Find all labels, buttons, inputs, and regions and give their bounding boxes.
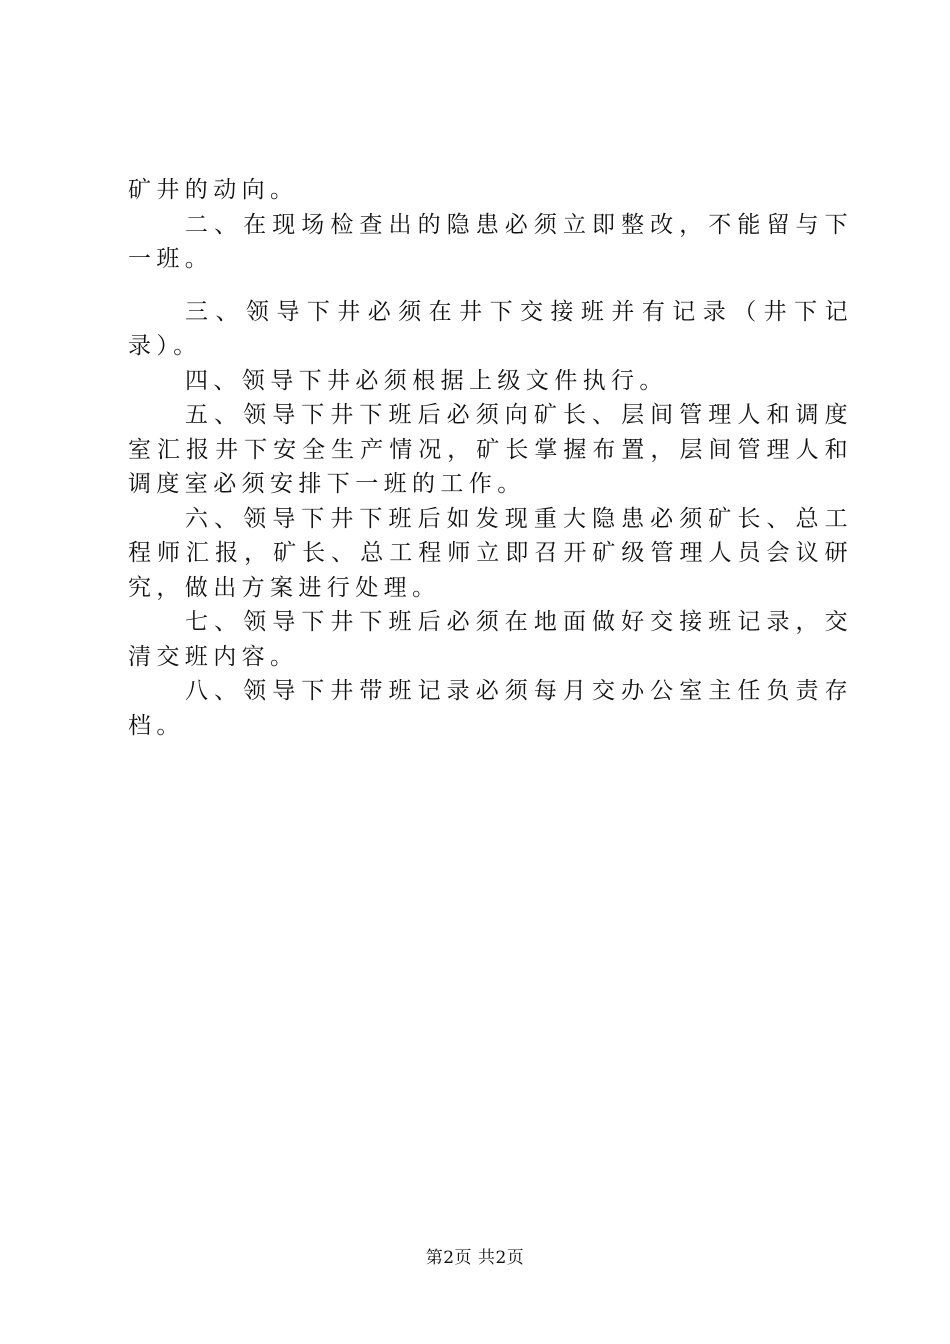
paragraph-item-3: 三、领导下井必须在井下交接班并有记录（井下记录）。: [128, 298, 853, 359]
document-body: [128, 173, 853, 743]
paragraph-item-7: 七、领导下井下班后必须在地面做好交接班记录，交清交班内容。: [128, 609, 853, 670]
paragraph-continuation: 矿井的动向。: [128, 177, 299, 203]
paragraph-item-2: 二、在现场检查出的隐患必须立即整改，不能留与下一班。: [128, 211, 853, 272]
paragraph-item-5: 五、领导下井下班后必须向矿长、层间管理人和调度室汇报井下安全生产情况，矿长掌握布置，层间管理人和调度室必须安排下一班的工作。: [128, 402, 853, 497]
paragraph-item-6: 六、领导下井下班后如发现重大隐患必须矿长、总工程师汇报，矿长、总工程师立即召开矿级管理人员会议研究，做出方案进行处理。: [128, 505, 853, 601]
paragraph-item-4: 四、领导下井必须根据上级文件执行。: [185, 367, 668, 394]
paragraph-item-8: 八、领导下井带班记录必须每月交办公室主任负责存档。: [128, 678, 853, 739]
page-footer: 第2页 共2页: [425, 1248, 525, 1268]
paragraph-spacer: [128, 277, 853, 295]
